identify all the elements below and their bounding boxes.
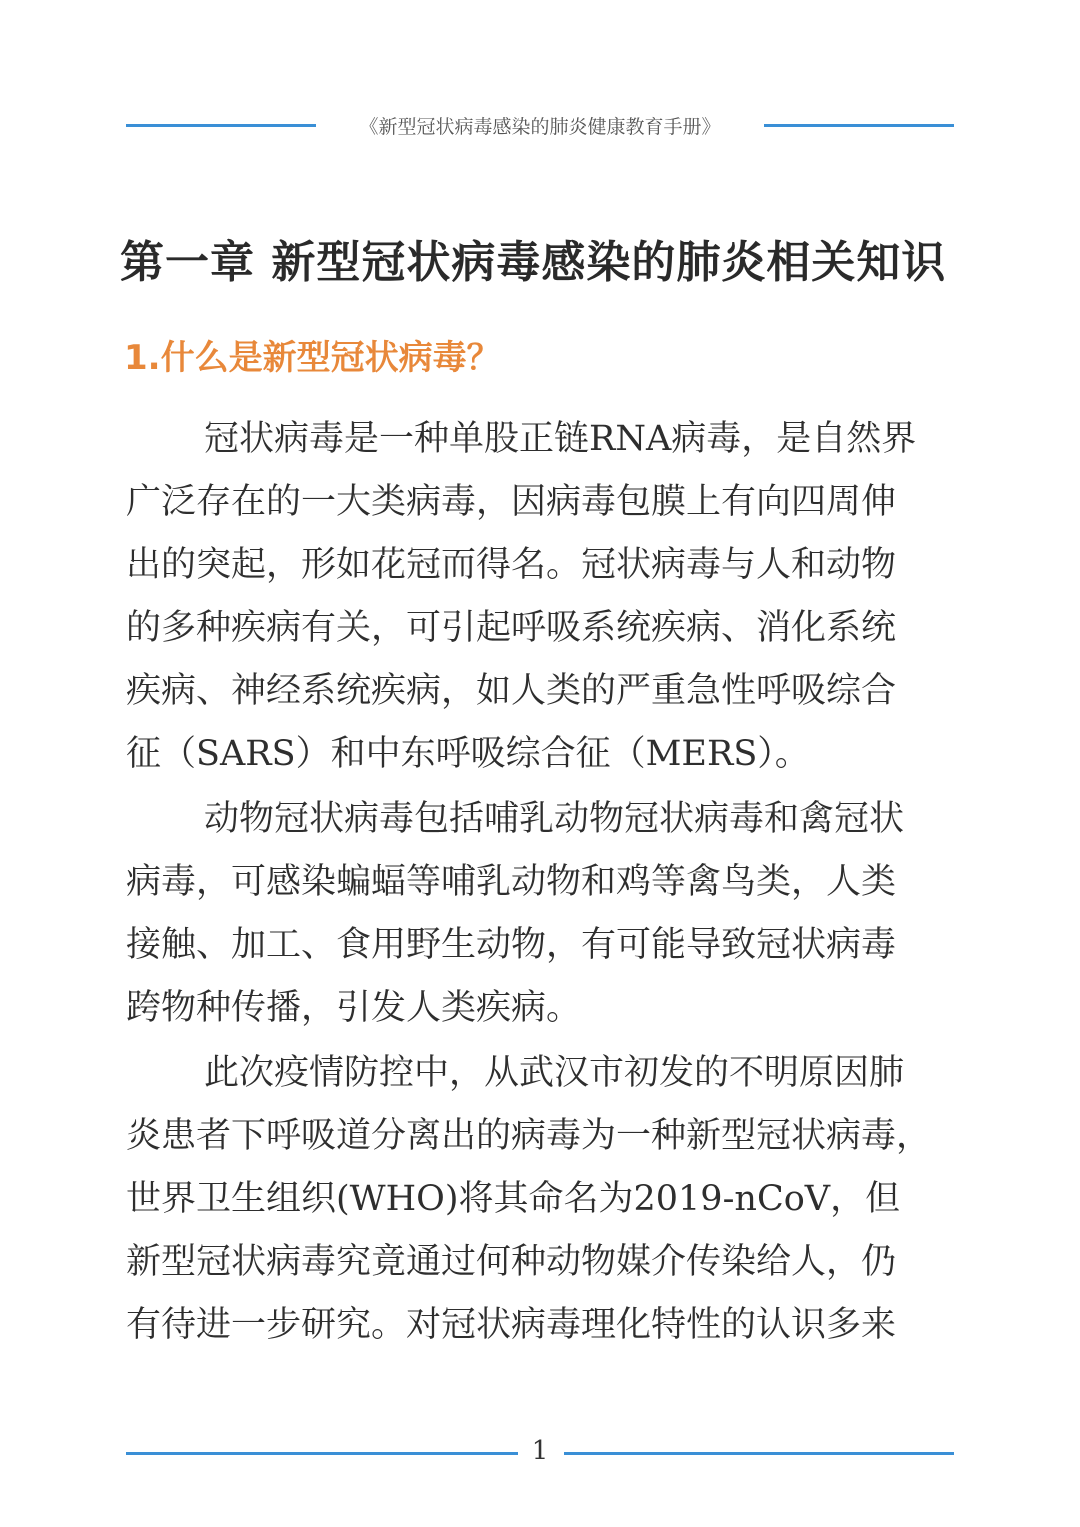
paragraph-line: 世界卫生组织(WHO)将其命名为2019-nCoV，但: [126, 1179, 901, 1219]
header-title: 《新型冠状病毒感染的肺炎健康教育手册》: [359, 116, 721, 138]
paragraph-line: 动物冠状病毒包括哺乳动物冠状病毒和禽冠状: [204, 799, 905, 839]
header-rule-left: [126, 124, 316, 127]
footer-rule-right: [564, 1452, 954, 1455]
paragraph-line: 出的突起，形如花冠而得名。冠状病毒与人和动物: [126, 545, 897, 585]
paragraph-line: 病毒，可感染蝙蝠等哺乳动物和鸡等禽鸟类，人类: [126, 862, 897, 902]
section-title: 1.什么是新型冠状病毒？: [124, 338, 501, 378]
paragraph-line: 征（SARS）和中东呼吸综合征（MERS）。: [126, 734, 810, 774]
header-rule-right: [764, 124, 954, 127]
paragraph-1: [126, 408, 956, 786]
footer-rule-left: [126, 1452, 518, 1455]
paragraph-line: 的多种疾病有关，可引起呼吸系统疾病、消化系统: [126, 608, 897, 648]
paragraph-line: 广泛存在的一大类病毒，因病毒包膜上有向四周伸: [126, 482, 897, 522]
paragraph-line: 跨物种传播，引发人类疾病。: [126, 988, 582, 1028]
paragraph-line: 此次疫情防控中，从武汉市初发的不明原因肺: [204, 1053, 905, 1093]
page-number: 1: [531, 1436, 549, 1466]
paragraph-line: 有待进一步研究。对冠状病毒理化特性的认识多来: [126, 1305, 897, 1345]
paragraph-line: 接触、加工、食用野生动物，有可能导致冠状病毒: [126, 925, 897, 965]
paragraph-line: 炎患者下呼吸道分离出的病毒为一种新型冠状病毒，: [126, 1116, 932, 1156]
paragraph-3: [126, 1042, 956, 1357]
paragraph-2: [126, 788, 956, 1040]
paragraph-line: 疾病、神经系统疾病，如人类的严重急性呼吸综合: [126, 671, 897, 711]
paragraph-line: 新型冠状病毒究竟通过何种动物媒介传染给人，仍: [126, 1242, 897, 1282]
chapter-title: 第一章 新型冠状病毒感染的肺炎相关知识: [120, 237, 947, 288]
paragraph-line: 冠状病毒是一种单股正链RNA病毒，是自然界: [204, 419, 917, 459]
